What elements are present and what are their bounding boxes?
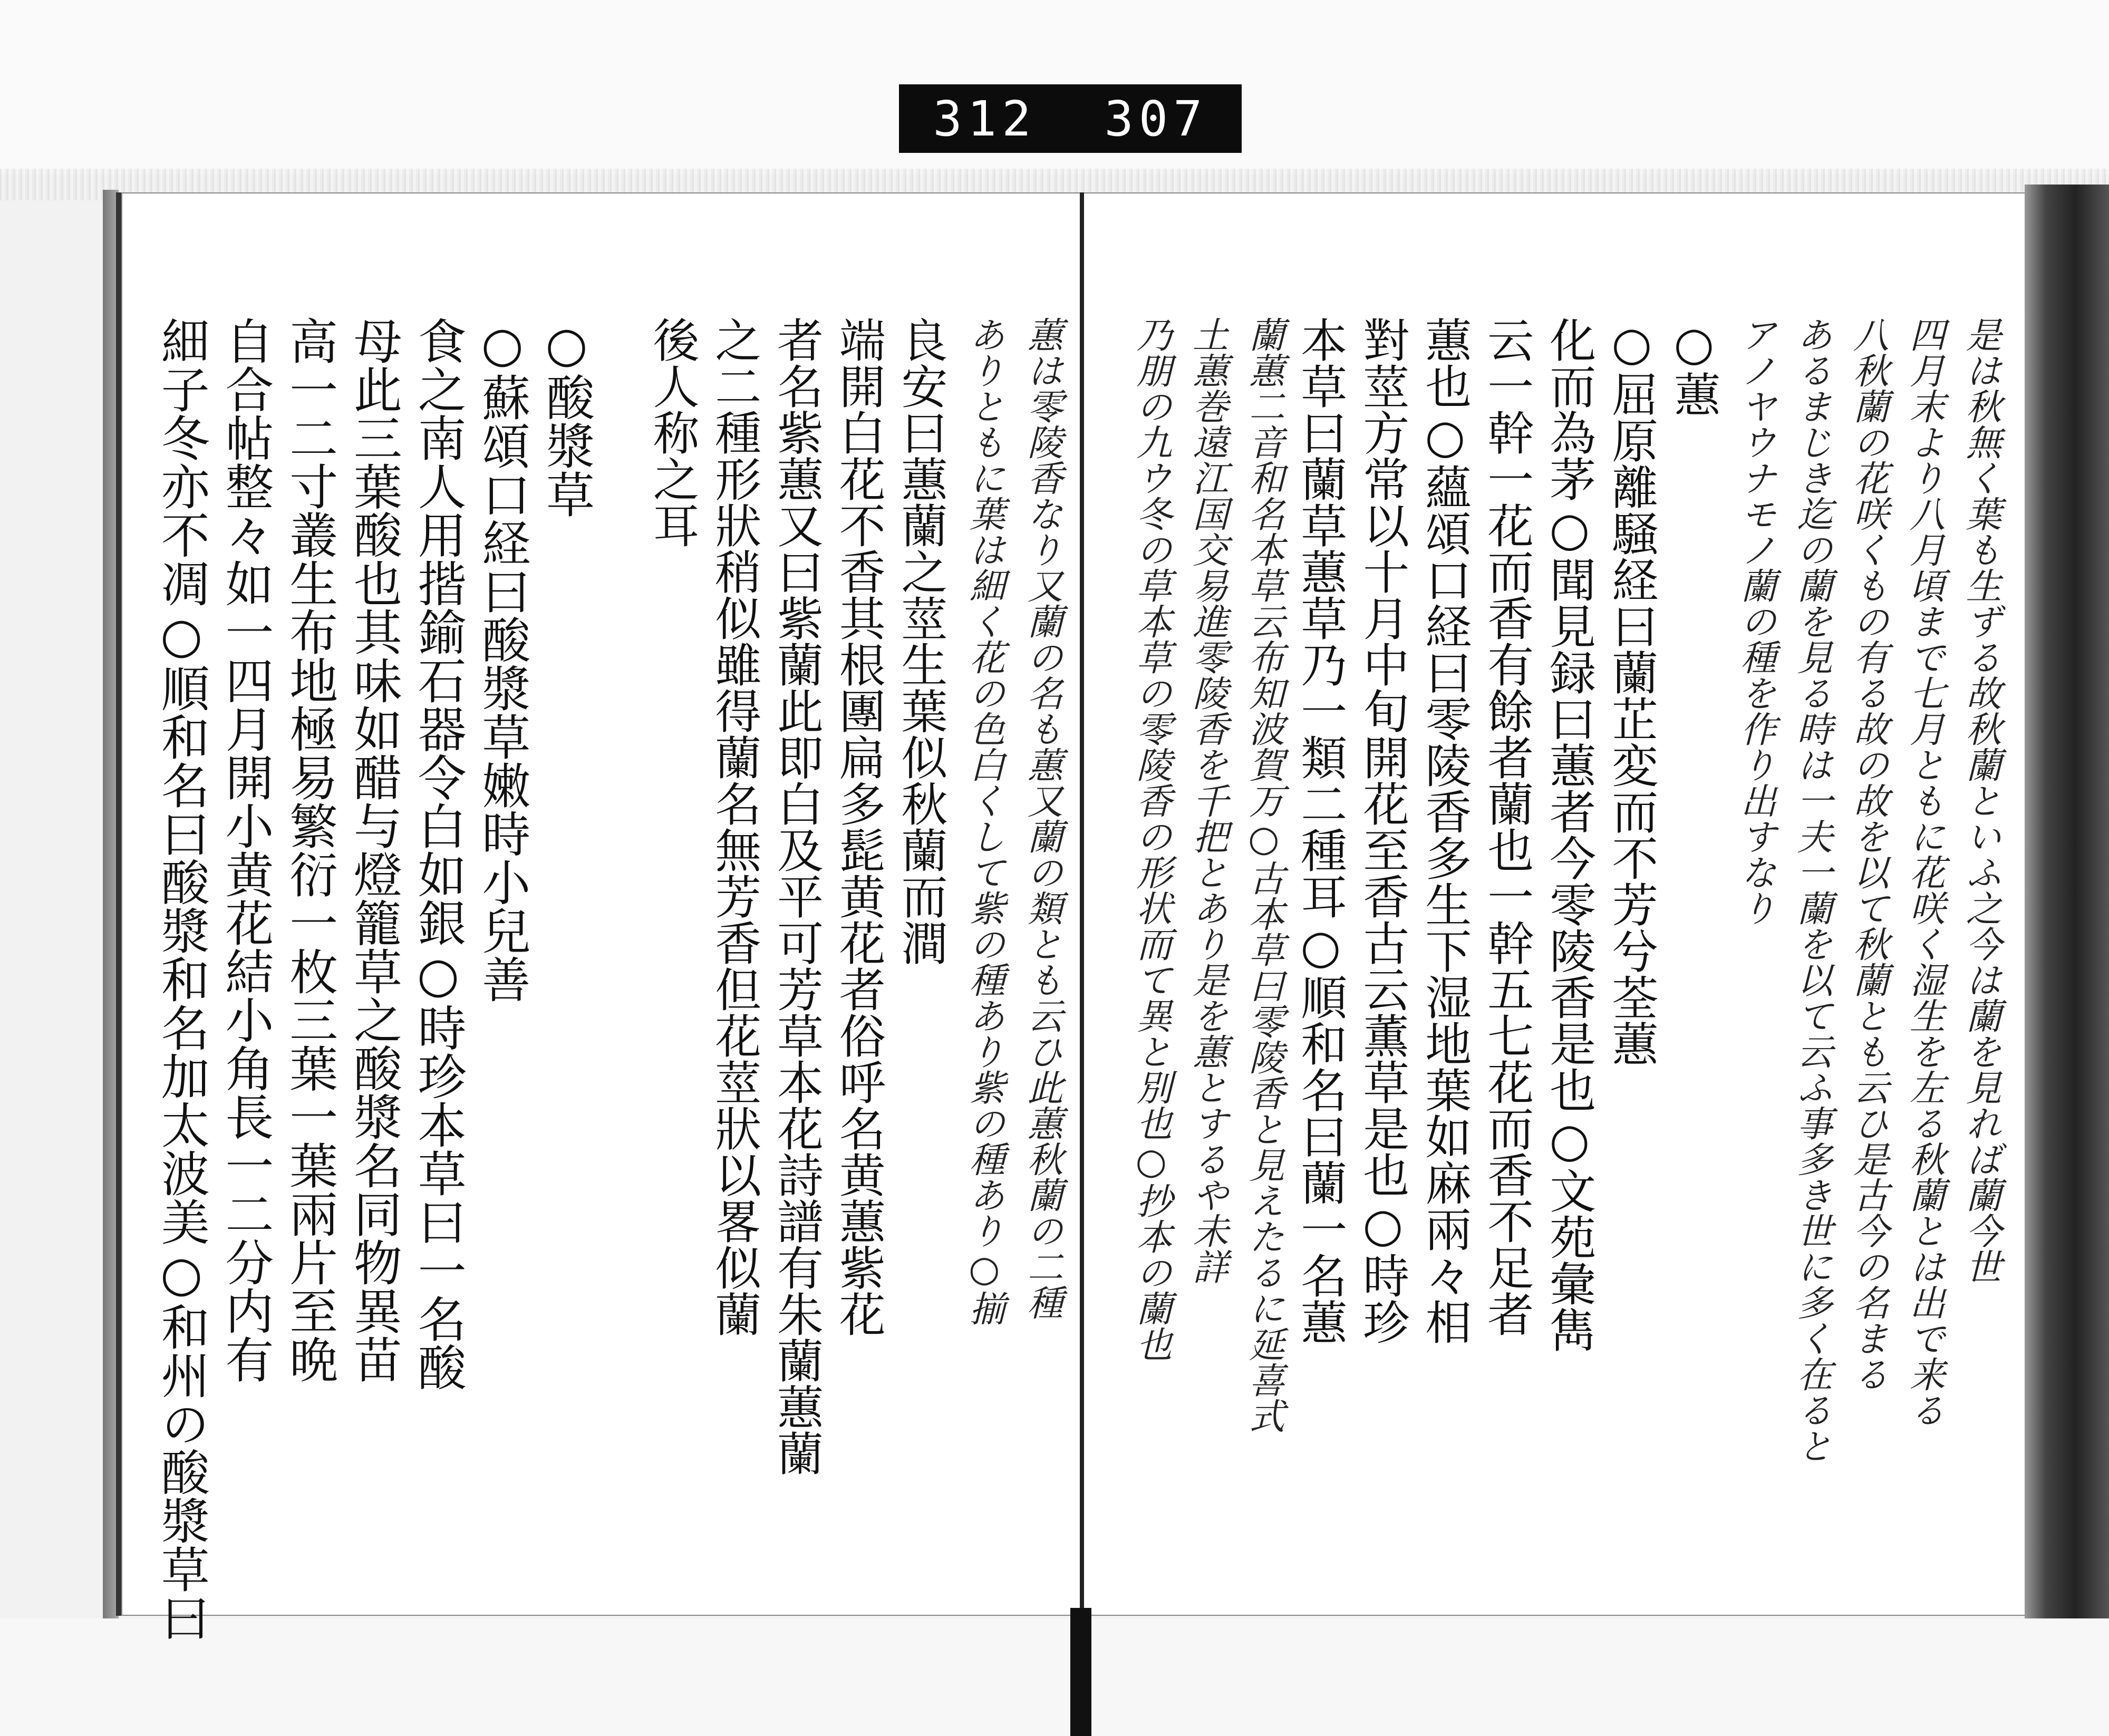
cursive-line: 八秋蘭の花咲くもの有る故の故を以て秋蘭とも云ひ是古今の名まる bbox=[1847, 316, 1889, 1392]
text-line: ○屈原離騒経曰蘭芷変而不芳兮荃蕙 bbox=[1604, 316, 1659, 1066]
cursive-line: 是は秋無く葉も生ずる故秋蘭といふ之今は蘭を見れば蘭今世 bbox=[1960, 316, 2001, 1284]
text-line: 對莖方常以十月中旬開花至香古云薫草是也○時珍 bbox=[1356, 316, 1410, 1345]
cursive-line: 四月末より八月頃まで七月ともに花咲く湿生を左る秋蘭とは出で来る bbox=[1903, 316, 1946, 1428]
cursive-line: 乃朋の九ウ冬の草本草の零陵香の形状而て異と別也○抄本の蘭也 bbox=[1130, 316, 1172, 1362]
text-line: 端開白花不香其根團扁多髭黄花者俗呼名黄蕙紫花 bbox=[831, 316, 886, 1337]
cursive-line: アノヤウナモノ蘭の種を作り出すなり bbox=[1735, 316, 1776, 926]
left-page bbox=[153, 316, 1063, 1642]
book-right-edge bbox=[2025, 185, 2109, 1624]
page-number-label bbox=[899, 84, 1242, 153]
gutter-shadow bbox=[1070, 1608, 1091, 1736]
cursive-line: ありともに葉は細く花の色白くして紫の種あり紫の種あり○揃 bbox=[963, 316, 1005, 1326]
page-number-left: 312 bbox=[933, 90, 1037, 147]
text-line: 本草曰蘭草蕙草乃一類二種耳○順和名曰蘭一名蕙 bbox=[1293, 316, 1348, 1345]
text-line: 母此三葉酸也其味如醋与燈籠草之酸漿名同物異苗 bbox=[345, 316, 402, 1383]
cursive-line: 土蕙巻遠江国交易進零陵香を千把とあり是を蕙とするや未詳 bbox=[1186, 316, 1228, 1284]
text-line: 云一幹一花而香有餘者蘭也一幹五七花而香不足者 bbox=[1480, 316, 1535, 1337]
right-page bbox=[1128, 316, 2001, 1555]
cursive-line: あるまじき迄の蘭を見る時は一夫一蘭を以て云ふ事多き世に多く在ると bbox=[1791, 316, 1833, 1463]
scan-bottom bbox=[0, 1618, 2109, 1736]
text-line: 者名紫蕙又曰紫蘭此即白及平可芳草本花詩譜有朱蘭蕙蘭 bbox=[770, 316, 825, 1476]
text-line: ○蘇頌口経曰酸漿草嫩時小兒善 bbox=[474, 316, 531, 1003]
text-line: 自合帖整々如一四月開小黄花結小角長一二分内有 bbox=[217, 316, 274, 1383]
text-line: 蕙也○蘊頌口経曰零陵香多生下湿地葉如麻兩々相 bbox=[1418, 316, 1473, 1345]
cursive-line: 蕙は零陵香なり又蘭の名も蕙又蘭の類とも云ひ此蕙秋蘭の二種 bbox=[1021, 316, 1063, 1320]
annotation-line: 蘭蕙二音和名本草云布知波賀万○古本草曰零陵香と見えたるに延喜式 bbox=[1243, 316, 1285, 1433]
section-heading: ○酸漿草 bbox=[538, 316, 595, 518]
text-line: 細子冬亦不凋○順和名曰酸漿和名加太波美○和州の酸漿草曰 bbox=[153, 316, 210, 1642]
text-line: 食之南人用揩鍮石器令白如銀○時珍本草曰一名酸 bbox=[410, 316, 467, 1391]
section-heading: ○蕙 bbox=[1667, 316, 1721, 417]
text-line: 良安曰蕙蘭之莖生葉似秋蘭而澗 bbox=[894, 316, 949, 966]
text-line: 後人称之耳 bbox=[645, 316, 700, 548]
page-number-right: 307 bbox=[1104, 90, 1208, 147]
book-gutter bbox=[1080, 192, 1084, 1616]
text-line: 化而為茅○聞見録曰蕙者今零陵香是也○文苑彙雋 bbox=[1542, 316, 1597, 1353]
text-line: 之二種形狀稍似雖得蘭名無芳香但花莖狀以畧似蘭 bbox=[708, 316, 762, 1337]
text-line: 高一二寸叢生布地極易繁衍一枚三葉一葉兩片至晩 bbox=[282, 316, 338, 1383]
